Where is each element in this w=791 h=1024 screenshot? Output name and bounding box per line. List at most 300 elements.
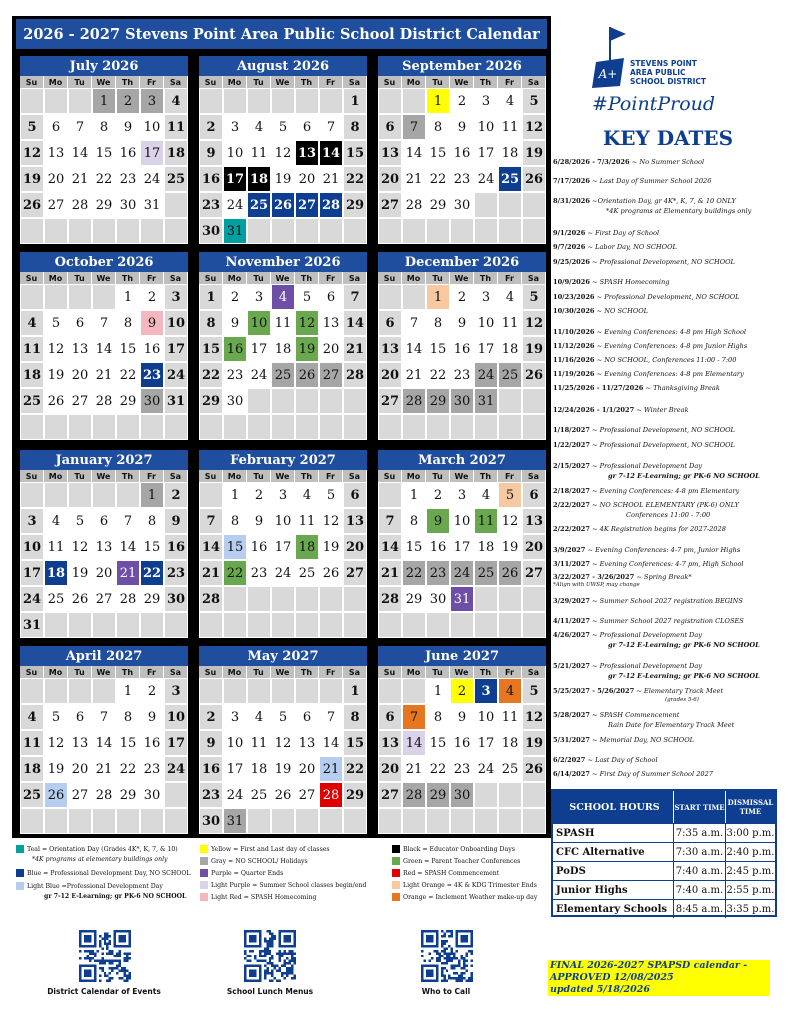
dismissal-time: 3:35 p.m. — [725, 900, 775, 918]
day-cell: 9 — [450, 310, 474, 336]
key-date-text: *Align with UWSP, may change — [553, 582, 640, 588]
day-cell: 15 — [343, 730, 367, 756]
day-cell: 18 — [295, 534, 319, 560]
legend-text: Gray = NO SCHOOL/ Holidays — [211, 857, 308, 865]
key-date-text: ~ Summer School 2027 registration CLOSES — [592, 617, 744, 625]
key-date-text: ~ NO SCHOOL ELEMENTARY (PK-6) ONLY — [592, 501, 739, 509]
legend-swatch — [392, 881, 400, 889]
day-cell: 25 — [44, 586, 68, 612]
day-cell: 9 — [199, 140, 223, 166]
empty-day-cell — [44, 218, 68, 244]
legend-text: Red = SPASH Commencement — [403, 869, 500, 877]
day-cell: 6 — [92, 508, 116, 534]
weekday-header: Fr — [319, 470, 343, 482]
day-cell: 9 — [223, 310, 247, 336]
day-cell: 14 — [343, 310, 367, 336]
legend-swatch — [16, 882, 24, 890]
key-date-text: ~ Evening Conferences: 4-8 pm Junior Highs — [596, 342, 748, 350]
empty-day-cell — [498, 586, 522, 612]
empty-day-cell — [68, 414, 92, 440]
day-cell: 24 — [450, 560, 474, 586]
day-cell: 31 — [223, 808, 247, 834]
empty-day-cell — [498, 414, 522, 440]
empty-day-cell — [140, 218, 164, 244]
day-cell: 7 — [92, 310, 116, 336]
legend-swatch — [200, 869, 208, 877]
legend-swatch — [392, 869, 400, 877]
day-cell: 22 — [116, 362, 140, 388]
day-cell: 2 — [426, 482, 450, 508]
day-cell: 13 — [378, 140, 402, 166]
key-date-item — [606, 207, 751, 215]
final-approval-note — [548, 960, 770, 996]
weekday-header: Sa — [343, 76, 367, 88]
weekday-header: Mo — [44, 666, 68, 678]
day-cell: 10 — [450, 508, 474, 534]
qr-code-icon[interactable] — [79, 930, 131, 982]
legend-item — [16, 881, 163, 891]
empty-day-cell — [498, 192, 522, 218]
day-cell: 9 — [450, 704, 474, 730]
day-cell: 27 — [295, 782, 319, 808]
day-cell: 17 — [474, 730, 498, 756]
day-cell: 23 — [426, 560, 450, 586]
day-cell: 27 — [44, 192, 68, 218]
day-cell: 12 — [522, 310, 546, 336]
empty-day-cell — [450, 612, 474, 638]
day-cell: 18 — [164, 140, 188, 166]
day-cell: 29 — [426, 388, 450, 414]
month-11 — [378, 646, 546, 834]
school-hours-row — [553, 880, 775, 899]
empty-day-cell — [271, 808, 295, 834]
day-cell: 3 — [164, 284, 188, 310]
legend-text: Light Purple = Summer School classes begin/end — [211, 881, 367, 889]
weekday-header: Fr — [140, 470, 164, 482]
day-cell: 2 — [140, 284, 164, 310]
flag-logo-icon — [590, 22, 740, 117]
empty-day-cell — [223, 678, 247, 704]
empty-day-cell — [378, 284, 402, 310]
weekday-header: Mo — [223, 666, 247, 678]
day-cell: 28 — [116, 586, 140, 612]
empty-day-cell — [247, 808, 271, 834]
day-cell: 5 — [522, 678, 546, 704]
day-cell: 14 — [402, 730, 426, 756]
school-hours-row — [553, 842, 775, 861]
month-title: March 2027 — [378, 450, 546, 470]
empty-day-cell — [450, 218, 474, 244]
month-4 — [199, 252, 367, 440]
key-date-item — [553, 384, 720, 392]
day-cell: 24 — [164, 362, 188, 388]
empty-day-cell — [247, 414, 271, 440]
weekday-header: Fr — [319, 76, 343, 88]
school-name: Elementary Schools — [556, 903, 668, 915]
day-cell: 5 — [522, 88, 546, 114]
empty-day-cell — [20, 88, 44, 114]
day-cell: 13 — [522, 508, 546, 534]
day-cell: 19 — [68, 560, 92, 586]
key-date-item — [553, 597, 743, 605]
day-cell: 30 — [140, 782, 164, 808]
empty-day-cell — [522, 192, 546, 218]
day-cell: 11 — [20, 730, 44, 756]
key-date-date: 3/9/2027 — [553, 546, 586, 554]
day-cell: 9 — [426, 508, 450, 534]
weekday-header: Th — [295, 272, 319, 284]
month-grid — [20, 666, 188, 834]
key-date-item — [553, 278, 670, 286]
month-title: October 2026 — [20, 252, 188, 272]
key-date-item — [553, 426, 735, 434]
key-date-date: 12/24/2026 - 1/1/2027 — [553, 406, 635, 414]
month-title: June 2027 — [378, 646, 546, 666]
key-date-text: ~ Evening Conferences: 4-8 pm Elementary — [596, 370, 744, 378]
day-cell: 16 — [450, 336, 474, 362]
weekday-header: Tu — [68, 76, 92, 88]
day-cell: 2 — [140, 678, 164, 704]
month-1 — [199, 56, 367, 244]
key-date-text: gr 7-12 E-Learning; gr PK-6 NO SCHOOL — [608, 672, 760, 680]
school-name: Junior Highs — [556, 884, 628, 896]
day-cell: 3 — [20, 508, 44, 534]
weekday-header: Su — [199, 470, 223, 482]
day-cell: 20 — [378, 362, 402, 388]
key-date-date: 6/14/2027 — [553, 770, 590, 778]
day-cell: 28 — [402, 782, 426, 808]
day-cell: 13 — [378, 336, 402, 362]
day-cell: 24 — [20, 586, 44, 612]
day-cell: 29 — [426, 782, 450, 808]
empty-day-cell — [343, 586, 367, 612]
day-cell: 4 — [498, 678, 522, 704]
day-cell: 20 — [68, 362, 92, 388]
empty-day-cell — [68, 482, 92, 508]
day-cell: 17 — [223, 166, 247, 192]
day-cell: 23 — [164, 560, 188, 586]
day-cell: 9 — [140, 704, 164, 730]
day-cell: 30 — [450, 192, 474, 218]
empty-day-cell — [44, 678, 68, 704]
day-cell: 8 — [426, 310, 450, 336]
weekday-header: Su — [378, 272, 402, 284]
color-legend — [14, 842, 550, 904]
start-time: 7:30 a.m. — [673, 843, 725, 861]
weekday-header: We — [271, 76, 295, 88]
key-date-text: ~ No Summer School — [631, 158, 705, 166]
key-date-text: ~ Evening Conferences: 4-8 pm High School — [596, 328, 747, 336]
day-cell: 18 — [247, 756, 271, 782]
weekday-header: Tu — [247, 272, 271, 284]
weekday-header: Th — [474, 76, 498, 88]
key-date-date: 7/17/2026 — [553, 177, 590, 185]
day-cell: 18 — [247, 166, 271, 192]
key-date-text: ~ Professional Development Day — [592, 631, 703, 639]
school-hours-row — [553, 823, 775, 842]
weekday-header: Fr — [140, 76, 164, 88]
weekday-header: Su — [199, 666, 223, 678]
key-date-text: ~ Professional Development, NO SCHOOL — [592, 441, 735, 449]
empty-day-cell — [92, 678, 116, 704]
day-cell: 11 — [20, 336, 44, 362]
day-cell: 7 — [402, 114, 426, 140]
empty-day-cell — [450, 808, 474, 834]
key-date-item — [553, 711, 679, 719]
day-cell: 14 — [199, 534, 223, 560]
day-cell: 19 — [498, 534, 522, 560]
day-cell: 6 — [68, 704, 92, 730]
day-cell: 25 — [247, 782, 271, 808]
day-cell: 16 — [199, 166, 223, 192]
day-cell: 21 — [116, 560, 140, 586]
hours-header-school: SCHOOL HOURS — [569, 801, 660, 813]
empty-day-cell — [92, 482, 116, 508]
day-cell: 10 — [247, 310, 271, 336]
legend-swatch — [392, 845, 400, 853]
day-cell: 25 — [498, 166, 522, 192]
key-date-item — [553, 573, 692, 581]
empty-day-cell — [68, 218, 92, 244]
weekday-header: Tu — [426, 470, 450, 482]
legend-text: Teal = Orientation Day (Grades 4K*, K, 7, & 10) — [27, 845, 178, 853]
day-cell: 17 — [20, 560, 44, 586]
day-cell: 7 — [319, 704, 343, 730]
empty-day-cell — [474, 192, 498, 218]
day-cell: 11 — [271, 310, 295, 336]
day-cell: 6 — [295, 114, 319, 140]
day-cell: 6 — [44, 114, 68, 140]
empty-day-cell — [474, 218, 498, 244]
day-cell: 16 — [426, 534, 450, 560]
day-cell: 2 — [450, 284, 474, 310]
day-cell: 7 — [319, 114, 343, 140]
day-cell: 12 — [44, 336, 68, 362]
legend-swatch — [200, 857, 208, 865]
weekday-header: Th — [116, 76, 140, 88]
key-date-text: ~ Memorial Day, NO SCHOOL — [592, 736, 694, 744]
day-cell: 24 — [223, 782, 247, 808]
empty-day-cell — [20, 218, 44, 244]
day-cell: 31 — [450, 586, 474, 612]
key-date-date: 4/26/2027 — [553, 631, 590, 639]
day-cell: 17 — [247, 336, 271, 362]
empty-day-cell — [426, 808, 450, 834]
month-grid — [20, 470, 188, 638]
key-date-text: gr 7-12 E-Learning; gr PK-6 NO SCHOOL — [608, 641, 760, 649]
day-cell: 24 — [140, 166, 164, 192]
key-date-item — [553, 370, 744, 378]
day-cell: 29 — [140, 586, 164, 612]
key-date-date: 1/18/2027 — [553, 426, 590, 434]
key-date-item — [553, 501, 739, 509]
legend-swatch — [200, 893, 208, 901]
empty-day-cell — [199, 482, 223, 508]
day-cell: 25 — [295, 560, 319, 586]
legend-swatch — [16, 869, 24, 877]
day-cell: 29 — [402, 586, 426, 612]
hours-header-start: START TIME — [673, 791, 725, 823]
dismissal-time: 2:55 p.m. — [725, 881, 775, 899]
day-cell: 5 — [44, 310, 68, 336]
empty-day-cell — [116, 482, 140, 508]
day-cell: 18 — [498, 336, 522, 362]
day-cell: 16 — [140, 730, 164, 756]
day-cell: 16 — [223, 336, 247, 362]
day-cell: 12 — [271, 140, 295, 166]
day-cell: 17 — [271, 534, 295, 560]
legend-text: Light Blue =Professional Development Day — [27, 882, 163, 890]
empty-day-cell — [426, 612, 450, 638]
day-cell: 3 — [140, 88, 164, 114]
day-cell: 13 — [378, 730, 402, 756]
key-dates-title: KEY DATES — [602, 126, 734, 150]
day-cell: 8 — [343, 114, 367, 140]
day-cell: 10 — [20, 534, 44, 560]
key-date-item — [553, 736, 694, 744]
weekday-header: Fr — [498, 272, 522, 284]
day-cell: 19 — [522, 730, 546, 756]
day-cell: 1 — [426, 88, 450, 114]
day-cell: 12 — [498, 508, 522, 534]
day-cell: 12 — [20, 140, 44, 166]
day-cell: 1 — [116, 284, 140, 310]
day-cell: 10 — [223, 730, 247, 756]
key-date-item — [553, 770, 713, 778]
key-date-item — [553, 177, 711, 185]
day-cell: 12 — [44, 730, 68, 756]
day-cell: 27 — [522, 560, 546, 586]
key-date-item — [553, 243, 677, 251]
key-date-item — [626, 511, 710, 519]
weekday-header: Su — [20, 666, 44, 678]
day-cell: 14 — [92, 730, 116, 756]
day-cell: 6 — [378, 310, 402, 336]
day-cell: 4 — [295, 482, 319, 508]
month-6 — [20, 450, 188, 638]
empty-day-cell — [92, 414, 116, 440]
day-cell: 1 — [92, 88, 116, 114]
empty-day-cell — [378, 808, 402, 834]
month-8 — [378, 450, 546, 638]
legend-item — [392, 892, 537, 902]
key-date-date: 11/10/2026 — [553, 328, 595, 336]
weekday-header: Mo — [44, 76, 68, 88]
key-date-date: 5/28/2027 — [553, 711, 590, 719]
empty-day-cell — [164, 782, 188, 808]
empty-day-cell — [164, 808, 188, 834]
day-cell: 25 — [271, 362, 295, 388]
day-cell: 20 — [295, 166, 319, 192]
day-cell: 20 — [378, 166, 402, 192]
day-cell: 19 — [271, 756, 295, 782]
empty-day-cell — [247, 678, 271, 704]
day-cell: 4 — [247, 114, 271, 140]
key-date-text: ~ 4K Registration begins for 2027-2028 — [592, 525, 726, 533]
empty-day-cell — [474, 782, 498, 808]
month-grid — [20, 272, 188, 440]
key-date-date: 5/21/2027 — [553, 662, 590, 670]
day-cell: 5 — [271, 704, 295, 730]
day-cell: 3 — [474, 284, 498, 310]
day-cell: 12 — [319, 508, 343, 534]
day-cell: 21 — [319, 166, 343, 192]
day-cell: 6 — [343, 482, 367, 508]
day-cell: 22 — [402, 560, 426, 586]
key-date-date: 11/16/2026 — [553, 356, 595, 364]
key-date-text: ~ NO SCHOOL, Conferences 11:00 - 7:00 — [596, 356, 737, 364]
empty-day-cell — [402, 88, 426, 114]
logo-flag-text: A+ — [598, 67, 618, 81]
day-cell: 8 — [426, 704, 450, 730]
dismissal-time: 2:40 p.m. — [725, 843, 775, 861]
day-cell: 13 — [92, 534, 116, 560]
empty-day-cell — [247, 586, 271, 612]
empty-day-cell — [92, 284, 116, 310]
day-cell: 12 — [522, 114, 546, 140]
day-cell: 18 — [474, 534, 498, 560]
empty-day-cell — [271, 612, 295, 638]
key-date-date: 10/9/2026 — [553, 278, 590, 286]
qr-code-icon[interactable] — [244, 930, 296, 982]
key-date-date: 3/11/2027 — [553, 560, 590, 568]
empty-day-cell — [199, 414, 223, 440]
legend-text: Purple = Quarter Ends — [211, 869, 284, 877]
day-cell: 8 — [92, 114, 116, 140]
key-date-text: ~ Elementary Track Meet — [636, 687, 724, 695]
qr-code-icon[interactable] — [421, 930, 473, 982]
day-cell: 5 — [319, 482, 343, 508]
empty-day-cell — [402, 218, 426, 244]
day-cell: 21 — [92, 362, 116, 388]
day-cell: 27 — [378, 192, 402, 218]
day-cell: 6 — [319, 284, 343, 310]
key-date-date: 1/22/2027 — [553, 441, 590, 449]
day-cell: 10 — [223, 140, 247, 166]
day-cell: 23 — [199, 782, 223, 808]
empty-day-cell — [295, 218, 319, 244]
day-cell: 14 — [68, 140, 92, 166]
empty-day-cell — [247, 88, 271, 114]
weekday-header: Th — [474, 272, 498, 284]
day-cell: 22 — [426, 166, 450, 192]
empty-day-cell — [378, 88, 402, 114]
day-cell: 19 — [319, 534, 343, 560]
day-cell: 27 — [378, 388, 402, 414]
key-date-date: 3/22/2027 - 3/26/2027 — [553, 573, 635, 581]
day-cell: 28 — [68, 192, 92, 218]
day-cell: 26 — [20, 192, 44, 218]
legend-item — [392, 844, 515, 854]
day-cell: 18 — [498, 140, 522, 166]
day-cell: 21 — [92, 756, 116, 782]
day-cell: 23 — [116, 166, 140, 192]
day-cell: 22 — [140, 560, 164, 586]
weekday-header: Mo — [223, 272, 247, 284]
key-date-item — [553, 342, 747, 350]
day-cell: 27 — [68, 782, 92, 808]
weekday-header: Tu — [247, 76, 271, 88]
empty-day-cell — [295, 678, 319, 704]
day-cell: 18 — [20, 756, 44, 782]
day-cell: 22 — [199, 362, 223, 388]
school-hours-rows — [553, 823, 775, 918]
key-date-text: ~ Professional Development, NO SCHOOL — [592, 258, 735, 266]
day-cell: 24 — [474, 756, 498, 782]
day-cell: 1 — [343, 678, 367, 704]
day-cell: 1 — [402, 482, 426, 508]
empty-day-cell — [426, 218, 450, 244]
